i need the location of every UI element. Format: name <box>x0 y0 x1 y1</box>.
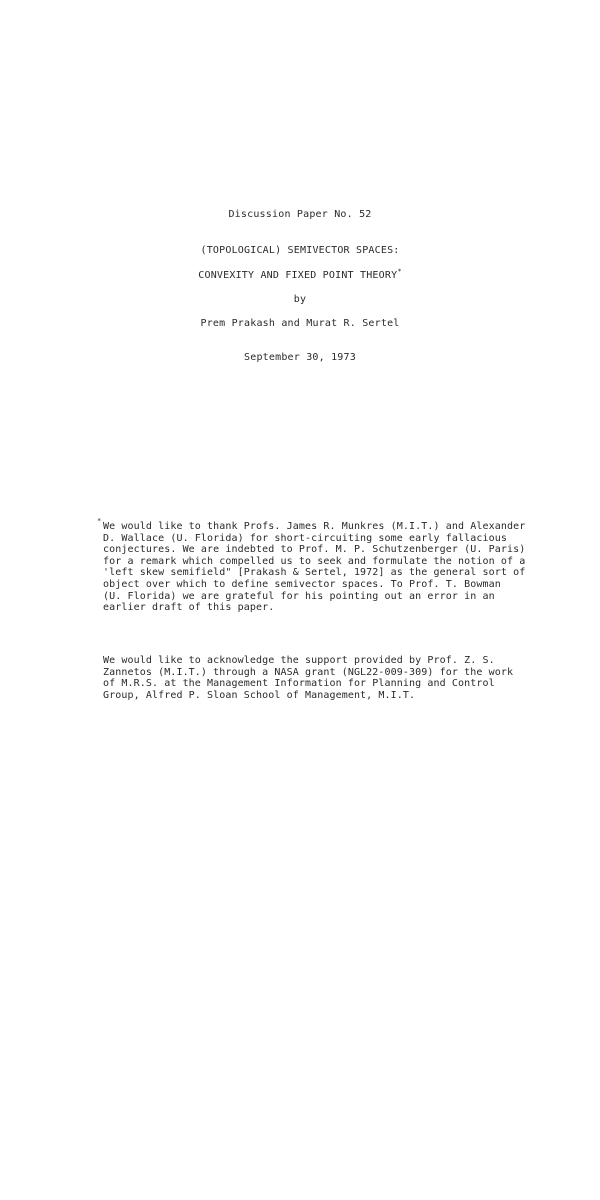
title-footnote-mark: * <box>397 267 402 276</box>
acknowledgment-line: Group, Alfred P. Sloan School of Management, M.I.T. <box>103 689 416 701</box>
footnote-mark: * <box>97 517 102 525</box>
footnote-line: (U. Florida) we are grateful for his pointing out an error in an <box>103 590 495 602</box>
acknowledgment-block <box>103 655 523 701</box>
footnote-line: for a remark which compelled us to seek and formulate the notion of a <box>103 555 526 567</box>
date: September 30, 1973 <box>244 352 356 363</box>
footnote-line: We would like to thank Profs. James R. Munkres (M.I.T.) and Alexander <box>103 521 526 532</box>
acknowledgment-line: We would like to acknowledge the support provided by Prof. Z. S. <box>103 655 495 666</box>
title-line-2-text: CONVEXITY AND FIXED POINT THEORY <box>198 270 398 281</box>
footnote-block <box>103 521 526 614</box>
footnote-line: 'left skew semifield" [Prakash & Sertel, 1972] as the general sort of <box>103 567 526 579</box>
footnote-line: object over which to define semivector spaces. To Prof. T. Bowman <box>103 578 501 590</box>
footnote-line: earlier draft of this paper. <box>103 602 275 614</box>
title-line-1: (TOPOLOGICAL) SEMIVECTOR SPACES: <box>200 245 400 256</box>
discussion-paper-number: Discussion Paper No. 52 <box>228 209 372 220</box>
footnote-line: D. Wallace (U. Florida) for short-circuiting some early fallacious <box>103 532 507 544</box>
acknowledgment-line: of M.R.S. at the Management Information for Planning and Control <box>103 678 495 690</box>
byline-by: by <box>293 294 307 305</box>
footnote-line: conjectures. We are indebted to Prof. M. P. Schutzenberger (U. Paris) <box>103 544 526 556</box>
acknowledgment-line: Zannetos (M.I.T.) through a NASA grant (NGL22-009-309) for the work <box>103 666 514 678</box>
title-line-2 <box>0 267 600 281</box>
authors: Prem Prakash and Murat R. Sertel <box>200 318 400 329</box>
